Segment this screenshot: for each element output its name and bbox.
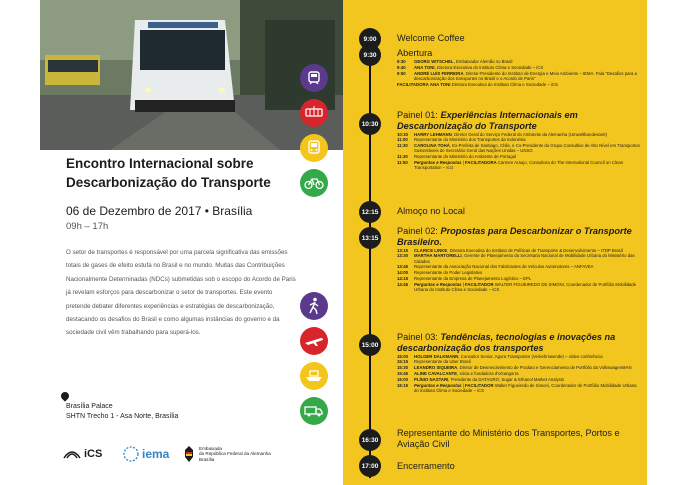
painel3-items xyxy=(397,354,642,382)
speaker-name: CAROLINA TOHÁ xyxy=(414,143,450,149)
speaker-role: Representante da Empresa de Planejamento Logístico – EPL xyxy=(414,275,532,281)
venue-address: SHTN Trecho 1 - Asa Norte, Brasília xyxy=(66,413,179,420)
row-text xyxy=(414,270,482,275)
painel2-heading: Painel 02: Propostas para Descarbonizar o Transporte Brasileiro. xyxy=(397,226,632,247)
painel2-section xyxy=(397,226,642,292)
tram-icon xyxy=(300,99,328,127)
schedule-row xyxy=(397,365,642,370)
painel1-items xyxy=(397,132,642,160)
row-text xyxy=(414,359,471,364)
speaker-name: ANDRÉ LUÍS FERREIRA xyxy=(414,70,464,76)
speaker-name: MARTHA MARTORELLI xyxy=(414,253,462,259)
speaker-name: CLARICE LINKE xyxy=(414,247,448,253)
painel3-heading: Painel 03: Tendências, tecnologias e inovações na descarbonização dos transportes xyxy=(397,332,616,353)
row-time: 16:00 xyxy=(397,376,408,382)
iema-logo-text: iema xyxy=(142,447,170,461)
row-time: 13:45 xyxy=(397,264,408,270)
schedule-row xyxy=(397,359,642,364)
encerramento-label: Encerramento xyxy=(397,461,455,471)
row-time: 15:45 xyxy=(397,370,408,376)
iema-logo xyxy=(122,440,169,468)
speaker-name: ALINE CAVALCANTE xyxy=(414,370,458,376)
airplane-icon xyxy=(300,327,328,355)
painel3-section xyxy=(397,332,642,393)
painel2-items xyxy=(397,248,642,282)
time-dot-painel3: 15:00 xyxy=(359,334,381,356)
event-hours: 09h – 17h xyxy=(66,221,109,232)
ics-logo-text: iCS xyxy=(84,448,103,460)
row-time: 10:30 xyxy=(397,131,408,137)
time-dot-ministerio: 16:30 xyxy=(359,429,381,451)
timeline-line xyxy=(369,28,371,478)
schedule-row xyxy=(397,248,642,253)
abertura-section xyxy=(397,48,642,87)
speaker-name: ANA TONI xyxy=(414,64,435,70)
row-text: LEANDRO SIQUEIRA, Diretor de Desenvolvimento de Produto e Gerenciamento de Portfólio da VolkswagenMAN xyxy=(414,365,632,371)
schedule-row xyxy=(397,154,642,159)
time-dot-painel1: 10:30 xyxy=(359,113,381,135)
schedule-row xyxy=(397,276,642,281)
event-date: 06 de Dezembro de 2017 • Brasília xyxy=(66,204,253,218)
row-text xyxy=(414,264,594,269)
speaker-role: Embaixador Alemão no Brasil xyxy=(456,59,513,65)
speaker-role: Representante da Associação Nacional dos Fabricantes de Veículos Automotores – ANFAVEA xyxy=(414,264,594,270)
embassy-line-3: Brasília xyxy=(199,456,215,462)
row-time: 11:30 xyxy=(397,143,408,149)
schedule-row xyxy=(397,270,642,275)
speaker-role: Gerente de Planejamento da Secretaria Nacional de Mobilidade Urbana do Ministério das Cidades xyxy=(414,253,635,264)
schedule-row xyxy=(397,371,642,376)
schedule-row xyxy=(397,264,642,269)
row-text: ANA TONI, Diretora Executiva do Instituto Clima e Sociedade – iCS xyxy=(414,64,544,70)
metro-icon xyxy=(300,64,328,92)
speaker-name: PLÍNIO NASTARI xyxy=(414,376,449,382)
painel3-qa: 16:15 Perguntas e Respostas | FACILITADOR Walter Figueiredo de Simoni, Coordenador de Portfólio Mobilidade Urbana do Instituto Clima e Sociedade – iCS xyxy=(397,382,637,393)
speaker-role: Diretora Executiva do Instituto Clima e Sociedade – iCS xyxy=(436,64,544,70)
encerramento-section xyxy=(397,461,642,472)
speaker-role: Representante do Ministério do Ambiente de Portugal xyxy=(414,154,516,160)
row-text: ANDRÉ LUÍS FERREIRA, Diretor-Presidente do Instituto de Energia e Meio Ambiente – IEMA. Fala "Desafios para a descarbonização dos transportes no Brasil e o Acordo de Paris" xyxy=(414,70,637,81)
row-text xyxy=(414,137,526,142)
embassy-line-2: da República Federal da Alemanha xyxy=(199,451,271,457)
speaker-role: Diretora Executiva do Instituto de Políticas de Transporte & Desenvolvimento – ITDP Brasil xyxy=(449,247,623,253)
speaker-name: LEANDRO SIQUEIRA xyxy=(414,365,458,371)
schedule-row xyxy=(397,65,642,70)
row-time: 15:30 xyxy=(397,365,408,371)
abertura-facilitadora: FACILITADORA ANA TONI Diretora Executiva do Instituto Clima e Sociedade – iCS xyxy=(397,82,558,88)
row-text: CAROLINA TOHÁ, Ex-Prefeita de Santiago, Chile, e Co-Presidente do Grupo Consultivo de Alto Nível em Transportes Sustentáveis do Secretário Geral das Nações Unidas – UNSG xyxy=(414,143,640,154)
painel2-qa: 14:45 Perguntas e Respostas | FACILITADOR WALTER FIGUEIREDO DE SIMONI, Coordenador de Portfólio Mobilidade Urbana do Instituto Clima e Sociedade – iCS xyxy=(397,281,637,292)
bus-icon xyxy=(300,134,328,162)
row-time: 15:15 xyxy=(397,359,408,365)
row-text: HOLGER DALKMANN, Consultor Senior, Agora Transporten (Verkehrswende) – vídeo conferência xyxy=(414,353,603,359)
row-time: 9:40 xyxy=(397,64,406,70)
speaker-role: Representante da Uber Brasil xyxy=(414,359,471,365)
speaker-role: Diretor Geral do Serviço Federal do Ambiente da Alemanha (Umweltbundesamt) xyxy=(454,131,607,137)
tram-photo xyxy=(40,0,343,150)
schedule-row xyxy=(397,377,642,382)
speaker-role: sócia e fundadora d'oGangorra xyxy=(459,370,519,376)
row-text: PLÍNIO NASTARI, Presidente da DATAGRO, Sugar & Ethanol Market Analysis xyxy=(414,376,564,382)
speaker-role: Diretor de Desenvolvimento de Produto e Gerenciamento de Portfólio da VolkswagenMAN xyxy=(459,365,632,371)
embassy-line-1: Embaixada xyxy=(199,445,222,451)
row-text: HARRY LEHMANN, Diretor Geral do Serviço Federal do Ambiente da Alemanha (Umweltbundesamt) xyxy=(414,131,607,137)
schedule-row xyxy=(397,143,642,153)
welcome-label: Welcome Coffee xyxy=(397,33,465,43)
venue xyxy=(66,402,178,422)
almoco-section xyxy=(397,206,642,217)
speaker-role: Representante do Poder Legislativo xyxy=(414,270,483,276)
speaker-role: Presidente da DATAGRO, Sugar & Ethanol Market Analysis xyxy=(450,376,564,382)
schedule-row xyxy=(397,253,642,263)
title-line-1: Encontro Internacional sobre xyxy=(66,156,254,171)
row-time: 15:00 xyxy=(397,353,408,359)
time-dot-welcome: 9:00 xyxy=(359,28,381,50)
almoco-label: Almoço no Local xyxy=(397,206,465,216)
ship-icon xyxy=(300,362,328,390)
ics-logo xyxy=(62,440,102,468)
schedule-row xyxy=(397,354,642,359)
abertura-items xyxy=(397,59,642,81)
time-dot-almoco: 12:15 xyxy=(359,201,381,223)
schedule-row xyxy=(397,59,642,64)
truck-icon xyxy=(300,397,328,425)
row-time: 14:00 xyxy=(397,270,408,276)
venue-name: Brasília Palace xyxy=(66,403,113,410)
row-text xyxy=(414,154,516,159)
title-line-2: Descarbonização do Transporte xyxy=(66,175,271,190)
row-text: CLARICE LINKE, Diretora Executiva do Instituto de Políticas de Transporte & Desenvolvimento – ITDP Brasil xyxy=(414,247,623,253)
time-dot-painel2: 13:15 xyxy=(359,227,381,249)
row-text: ALINE CAVALCANTE, sócia e fundadora d'oGangorra xyxy=(414,370,519,376)
abertura-label: Abertura xyxy=(397,48,433,58)
time-dot-encerramento: 17:00 xyxy=(359,455,381,477)
speaker-role: Representante do Ministério dos Transportes da Indonésia xyxy=(414,137,526,143)
row-time: 11:30 xyxy=(397,154,408,160)
painel1-section xyxy=(397,110,642,170)
schedule-row xyxy=(397,71,642,81)
ministerio-section xyxy=(397,428,642,449)
row-time: 9:30 xyxy=(397,59,406,65)
row-text: MARTHA MARTORELLI, Gerente de Planejamento da Secretaria Nacional de Mobilidade Urbana do Ministério das Cidades xyxy=(414,253,635,264)
speaker-role: Consultor Senior, Agora Transporten (Verkehrswende) – vídeo conferência xyxy=(460,353,603,359)
row-time: 13:30 xyxy=(397,253,408,259)
speaker-name: HOLGER DALKMANN xyxy=(414,353,459,359)
row-time: 9:50 xyxy=(397,70,406,76)
time-dot-abertura: 9:30 xyxy=(359,44,381,66)
embassy-logo xyxy=(183,440,271,468)
ministerio-label: Representante do Ministério dos Transportes, Portos e Aviação Civil xyxy=(397,428,620,449)
bicycle-icon xyxy=(300,169,328,197)
schedule-row xyxy=(397,137,642,142)
row-time: 13:15 xyxy=(397,247,408,253)
row-time: 14:15 xyxy=(397,275,408,281)
event-description: O setor de transportes é responsável por uma parcela significativa das emissões totais de gases de efeito estufa no Brasil e no mundo. Muitas das Contribuições Nacionalmente Determinadas (NDCs) submetidas sob o escopo do Acordo de Paris já revelam esforços para descarbonizar o setor de transportes. Este evento pretende debater diferentes experiências e estratégias de descarbonização, destacando os desafios do Brasil e como algumas instâncias do governo e da sociedade civil vêm trabalhando para superá-los. xyxy=(66,249,296,337)
speaker-role: Diretor-Presidente do Instituto de Energia e Meio Ambiente – IEMA. Fala "Desafios para a descarbonização dos transportes no Brasil e o Acordo de Paris" xyxy=(414,70,637,81)
row-time: 11:00 xyxy=(397,137,408,143)
pedestrian-icon xyxy=(300,292,328,320)
row-text: GEORG WITSCHEL, Embaixador Alemão no Brasil xyxy=(414,59,513,65)
painel1-heading: Painel 01: Experiências Internacionais em Descarbonização do Transporte xyxy=(397,110,578,131)
row-text xyxy=(414,276,531,281)
painel1-qa: 11:50 Perguntas e Respostas | FACILITADORA Carmen Araujo, Consultora do The International Council on Clean Transportation – Icct xyxy=(397,159,624,171)
welcome-section xyxy=(397,33,642,44)
speaker-role: Ex-Prefeita de Santiago, Chile, e Co-Presidente do Grupo Consultivo de Alto Nível em Transportes Sustentáveis do Secretário Geral das Nações Unidas – UNSG xyxy=(414,143,640,154)
event-title xyxy=(66,154,271,192)
speaker-name: GEORG WITSCHEL xyxy=(414,59,454,65)
speaker-name: HARRY LEHMANN xyxy=(414,131,452,137)
schedule-row xyxy=(397,132,642,137)
